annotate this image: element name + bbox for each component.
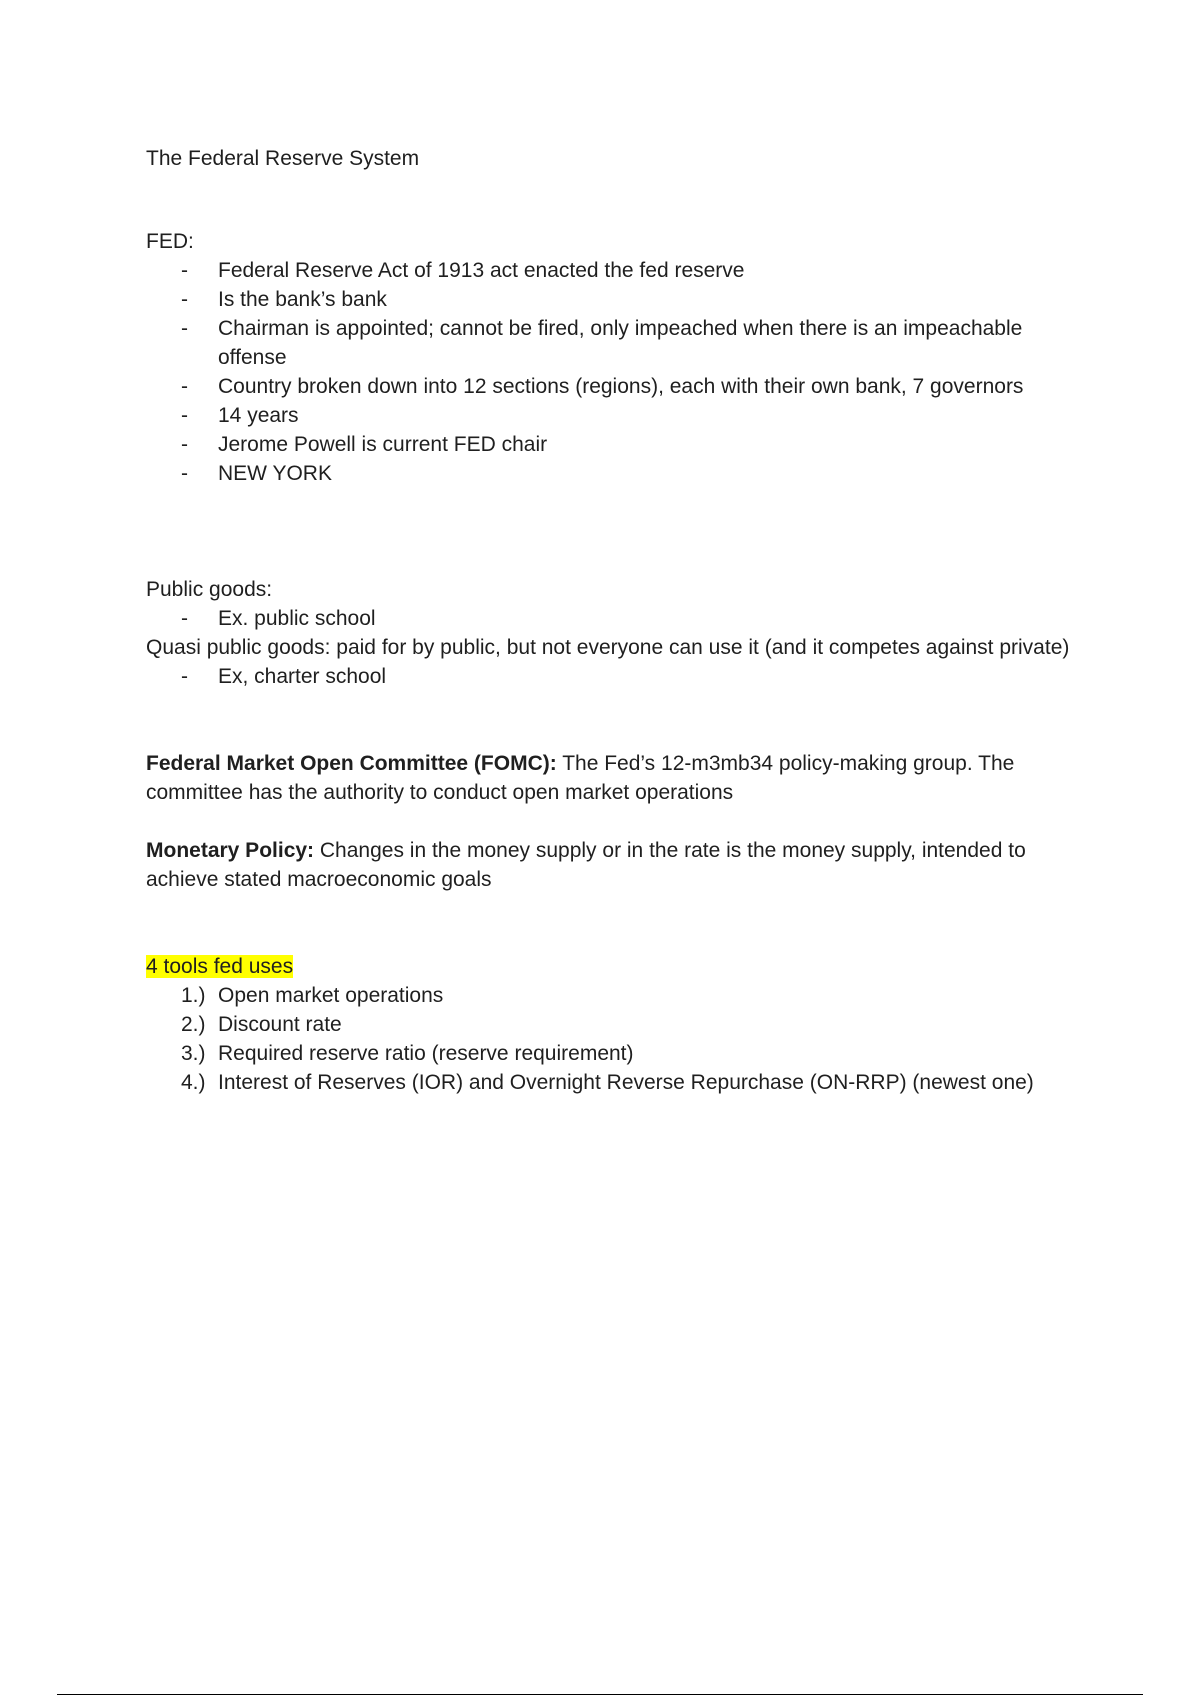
list-item <box>146 981 1096 1010</box>
fomc-term: Federal Market Open Committee (FOMC): <box>146 752 557 775</box>
list-item <box>146 285 1096 314</box>
tools-heading <box>146 952 1096 981</box>
tools-heading-highlight: 4 tools fed uses <box>146 955 294 978</box>
list-item-text: Interest of Reserves (IOR) and Overnight Reverse Repurchase (ON-RRP) (newest one) <box>218 1071 1034 1094</box>
dash-bullet: - <box>181 259 188 282</box>
list-item <box>146 1010 1096 1039</box>
public-goods-list <box>146 604 1096 633</box>
document-page <box>146 144 1096 1097</box>
list-number: 1.) <box>181 984 206 1007</box>
list-item-text: Country broken down into 12 sections (regions), each with their own bank, 7 governors <box>218 375 1024 398</box>
public-goods-heading: Public goods: <box>146 578 273 601</box>
list-item-text: 14 years <box>218 404 299 427</box>
list-item <box>146 314 1096 372</box>
list-item <box>146 1068 1096 1097</box>
list-item <box>146 430 1096 459</box>
dash-bullet: - <box>181 317 188 340</box>
fomc-definition <box>146 749 1096 807</box>
quasi-public-goods-text: Quasi public goods: paid for by public, but not everyone can use it (and it competes against private) <box>146 636 1070 659</box>
list-number: 3.) <box>181 1042 206 1065</box>
dash-bullet: - <box>181 404 188 427</box>
monetary-policy-term: Monetary Policy: <box>146 839 315 862</box>
list-item <box>146 401 1096 430</box>
list-item-text: Discount rate <box>218 1013 342 1036</box>
dash-bullet: - <box>181 433 188 456</box>
list-item-text: NEW YORK <box>218 462 332 485</box>
fomc-text: The Fed’s 12-m3mb34 policy-making group. The committee has the authority to conduct open market operations <box>146 752 1015 804</box>
list-item <box>146 604 1096 633</box>
monetary-policy-definition <box>146 836 1096 894</box>
list-item-text: Open market operations <box>218 984 444 1007</box>
list-item-text: Is the bank’s bank <box>218 288 387 311</box>
dash-bullet: - <box>181 375 188 398</box>
dash-bullet: - <box>181 462 188 485</box>
quasi-goods-list <box>146 662 1096 691</box>
list-item <box>146 372 1096 401</box>
list-item-text: Required reserve ratio (reserve requirement) <box>218 1042 634 1065</box>
list-item-text: Ex. public school <box>218 607 376 630</box>
monetary-policy-text: Changes in the money supply or in the rate is the money supply, intended to achieve stated macroeconomic goals <box>146 839 1026 891</box>
dash-bullet: - <box>181 607 188 630</box>
fed-list <box>146 256 1096 488</box>
list-item <box>146 662 1096 691</box>
dash-bullet: - <box>181 288 188 311</box>
list-item-text: Ex, charter school <box>218 665 387 688</box>
tools-list <box>146 981 1096 1097</box>
list-number: 4.) <box>181 1071 206 1094</box>
fed-heading: FED: <box>146 230 194 253</box>
dash-bullet: - <box>181 665 188 688</box>
list-item <box>146 1039 1096 1068</box>
list-item-text: Jerome Powell is current FED chair <box>218 433 548 456</box>
list-item <box>146 459 1096 488</box>
list-item-text: Chairman is appointed; cannot be fired, only impeached when there is an impeachable offense <box>218 317 1023 369</box>
page-title: The Federal Reserve System <box>146 147 420 170</box>
page-bottom-rule <box>57 1694 1143 1695</box>
list-item-text: Federal Reserve Act of 1913 act enacted the fed reserve <box>218 259 745 282</box>
list-item <box>146 256 1096 285</box>
list-number: 2.) <box>181 1013 206 1036</box>
